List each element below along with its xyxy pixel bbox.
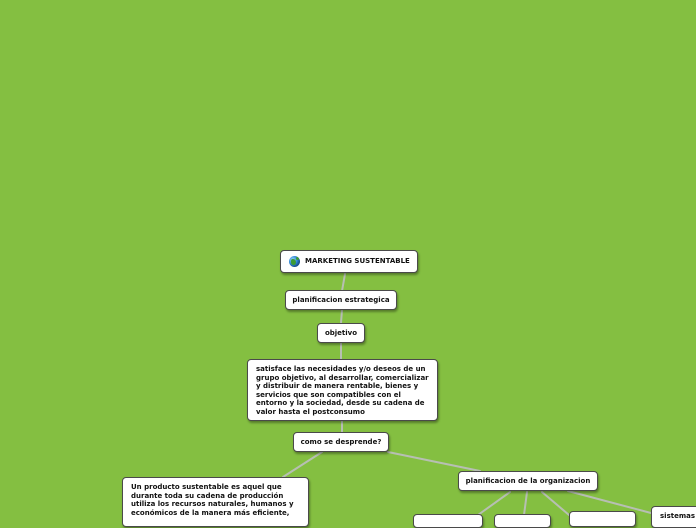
root-node-label: MARKETING SUSTENTABLE bbox=[305, 257, 410, 266]
node-como-se-desprende[interactable] bbox=[293, 432, 389, 452]
root-node[interactable] bbox=[280, 250, 418, 273]
node-child-2[interactable] bbox=[494, 514, 551, 528]
node-como-se-desprende-label: como se desprende? bbox=[300, 437, 382, 446]
node-objetivo-label: objetivo bbox=[324, 328, 358, 337]
node-child-1[interactable] bbox=[413, 514, 483, 528]
globe-icon bbox=[289, 256, 300, 267]
node-objetivo-description-label: satisface las necesidades y/o deseos de un grupo objetivo, al desarrollar, comercializar y distribuir de manera rentable, bienes y servicios que son compatibles con el entorno y la sociedad, desde su cadena de valor hasta el postconsumo bbox=[256, 365, 429, 416]
node-child-3[interactable] bbox=[569, 511, 636, 527]
node-sistemas[interactable] bbox=[651, 506, 696, 528]
node-sistemas-label: sistemas bbox=[660, 512, 696, 520]
node-objetivo-description[interactable] bbox=[247, 359, 438, 421]
node-planificacion-estrategica-label: planificacion estrategica bbox=[292, 295, 390, 304]
node-planificacion-estrategica[interactable] bbox=[285, 290, 397, 310]
node-planificacion-organizacion-label: planificacion de la organizacion bbox=[465, 476, 591, 485]
node-producto-sustentable-label: Un producto sustentable es aquel que durante toda su cadena de producción utiliza los recursos naturales, humanos y económicos de la manera más eficiente, bbox=[131, 483, 294, 517]
node-objetivo[interactable] bbox=[317, 323, 365, 343]
node-planificacion-organizacion[interactable] bbox=[458, 471, 598, 491]
